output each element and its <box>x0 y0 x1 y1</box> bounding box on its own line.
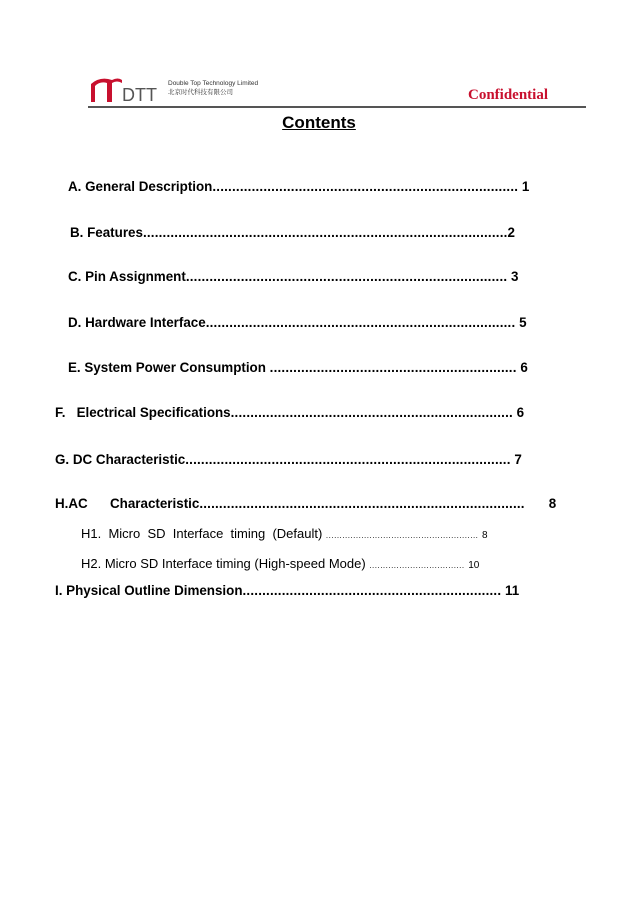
toc-entry-h2[interactable] <box>81 556 479 571</box>
toc-entry-e[interactable] <box>68 360 528 375</box>
toc-page: 7 <box>514 452 522 467</box>
toc-page: 11 <box>505 583 520 598</box>
toc-label: B. Features <box>70 225 143 240</box>
page-title: Contents <box>282 113 356 132</box>
toc-entry-d[interactable] <box>68 315 527 330</box>
toc-entry-f[interactable] <box>55 405 524 420</box>
toc-label: F. Electrical Specifications <box>55 405 231 420</box>
toc-label: I. Physical Outline Dimension <box>55 583 243 598</box>
toc-leader: ........................................................ <box>325 531 479 540</box>
toc-entry-h[interactable] <box>55 496 556 511</box>
toc-leader: .................................................................. <box>242 583 502 598</box>
toc-label: C. Pin Assignment <box>68 269 186 284</box>
toc-leader: ............................................................................................. <box>142 225 508 240</box>
confidential-label: Confidential <box>467 87 548 103</box>
toc-page: 6 <box>520 360 528 375</box>
toc-page: 3 <box>511 269 519 284</box>
toc-page: 2 <box>507 225 515 240</box>
toc-leader: ............................................................... <box>269 360 517 375</box>
toc-label: G. DC Characteristic <box>55 452 186 467</box>
toc-page: 5 <box>519 315 527 330</box>
toc-leader: .................................................................................. <box>185 269 508 284</box>
toc-entry-c[interactable] <box>68 269 518 284</box>
company-name-en: Double Top Technology Limited <box>168 80 259 87</box>
toc-leader: ................................... <box>369 561 465 570</box>
toc-entry-i[interactable] <box>55 583 519 598</box>
logo-text: DTT <box>122 85 157 104</box>
toc-page: 6 <box>516 405 525 420</box>
toc-label: Characteristic <box>110 496 200 511</box>
toc-label-prefix: H.AC <box>55 496 88 511</box>
toc-entry-g[interactable] <box>55 452 522 467</box>
toc-label: D. Hardware Interface <box>68 315 206 330</box>
toc-page: 8 <box>548 496 557 511</box>
toc-page: 10 <box>468 560 480 571</box>
toc-entry-h1[interactable] <box>81 526 488 541</box>
toc-entry-a[interactable] <box>68 179 529 194</box>
toc-leader: ........................................................................ <box>230 405 513 420</box>
toc-leader: .............................................................................. <box>212 179 519 194</box>
toc-leader: ............................................................................... <box>205 315 516 330</box>
company-name-cn: 北京时代科技有限公司 <box>168 89 233 96</box>
toc-label: H2. Micro SD Interface timing (High-speed Mode) <box>81 556 366 571</box>
toc-page: 1 <box>521 179 530 194</box>
toc-label: H1. Micro SD Interface timing (Default) <box>81 526 323 541</box>
toc-label: A. General Description <box>68 179 213 194</box>
toc-page: 8 <box>482 530 488 541</box>
toc-entry-b[interactable] <box>70 225 515 240</box>
toc-leader: ................................................................................... <box>199 496 525 511</box>
toc-leader: ................................................................................... <box>185 452 511 467</box>
toc-label: E. System Power Consumption <box>68 360 266 375</box>
